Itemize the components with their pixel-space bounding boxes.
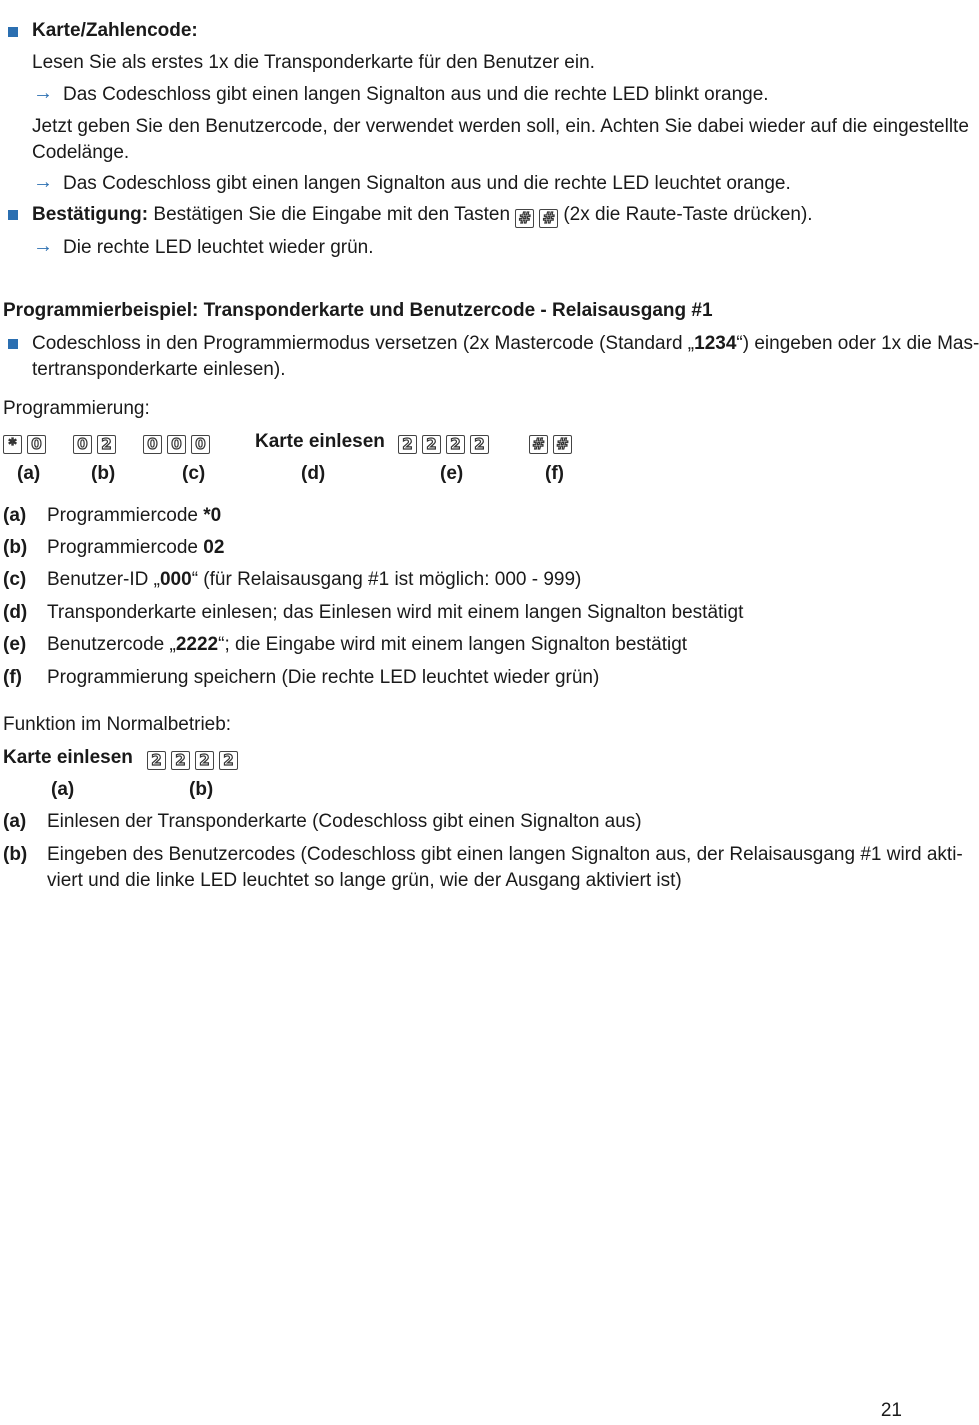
arrow-right-icon: → (33, 235, 53, 257)
item-text: Eingeben des Benutzercodes (Codeschloss gibt einen langen Signalton aus, der Relaisausgang #1 wird akti- (47, 844, 963, 865)
item-tag: (f) (3, 667, 22, 688)
instruction-line: Jetzt geben Sie den Benutzercode, der verwendet werden soll, ein. Achten Sie dabei wieder auf die eingestellte (32, 116, 969, 137)
example-heading: Programmierbeispiel: Transponderkarte und Benutzercode - Relaisausgang #1 (3, 300, 713, 321)
two-key-icon: 2 (446, 435, 465, 454)
item-text: Benutzer-ID „000“ (für Relaisausgang #1 ist möglich: 000 - 999) (47, 569, 582, 590)
item-text: Programmiercode *0 (47, 505, 222, 526)
normal-heading: Funktion im Normalbetrieb: (3, 714, 232, 735)
arrow-right-icon: → (33, 171, 53, 193)
key-sequence (529, 428, 577, 454)
confirm-label: Bestätigung: (32, 204, 149, 225)
step-label: (f) (545, 463, 564, 484)
item-text: Programmierung speichern (Die rechte LED leuchtet wieder grün) (47, 667, 600, 688)
instruction-line: Lesen Sie als erstes 1x die Transponderkarte für den Benutzer ein. (32, 52, 595, 73)
result-line: Das Codeschloss gibt einen langen Signalton aus und die rechte LED blinkt orange. (63, 84, 769, 105)
item-tag: (d) (3, 602, 28, 623)
item-tag: (e) (3, 634, 27, 655)
result-line: Die rechte LED leuchtet wieder grün. (63, 237, 374, 258)
zero-key-icon: 0 (143, 435, 162, 454)
bullet-square-icon (8, 339, 18, 349)
step-label: (a) (17, 463, 41, 484)
step-label: (b) (189, 779, 214, 800)
item-text: Benutzercode „2222“; die Eingabe wird mit einem langen Signalton bestätigt (47, 634, 688, 655)
confirm-text: Bestätigen Sie die Eingabe mit den Tasten (153, 204, 511, 225)
hash-key-icon: # (515, 209, 534, 228)
instruction-line: Codelänge. (32, 142, 130, 163)
card-read-label: Karte einlesen (255, 431, 385, 452)
zero-key-icon: 0 (167, 435, 186, 454)
hash-key-icon: # (529, 435, 548, 454)
section-heading: Karte/Zahlencode: (32, 20, 198, 41)
key-sequence (3, 428, 215, 454)
step-label: (a) (51, 779, 75, 800)
bullet-square-icon (8, 27, 18, 37)
two-key-icon: 2 (97, 435, 116, 454)
item-tag: (b) (3, 844, 28, 865)
bullet-square-icon (8, 210, 18, 220)
two-key-icon: 2 (219, 751, 238, 770)
item-text: viert und die linke LED leuchtet so lange grün, wie der Ausgang aktiviert ist) (47, 870, 682, 891)
step-label: (b) (91, 463, 116, 484)
step-label: (c) (182, 463, 206, 484)
two-key-icon: 2 (171, 751, 190, 770)
item-text: Programmiercode 02 (47, 537, 225, 558)
card-read-label: Karte einlesen (3, 747, 133, 768)
star-key-icon: * (3, 435, 22, 454)
item-text: Einlesen der Transponderkarte (Codeschloss gibt einen Signalton aus) (47, 811, 642, 832)
result-line: Das Codeschloss gibt einen langen Signalton aus und die rechte LED leuchtet orange. (63, 173, 791, 194)
item-tag: (a) (3, 811, 27, 832)
hash-key-icon: # (539, 209, 558, 228)
two-key-icon: 2 (422, 435, 441, 454)
item-text: Transponderkarte einlesen; das Einlesen wird mit einem langen Signalton bestätigt (47, 602, 744, 623)
step-label: (e) (440, 463, 464, 484)
key-sequence (398, 428, 494, 454)
two-key-icon: 2 (147, 751, 166, 770)
programming-label: Programmierung: (3, 398, 150, 419)
hash-key-icon: # (553, 435, 572, 454)
page-number: 21 (880, 1400, 902, 1421)
key-sequence (147, 744, 243, 770)
confirm-tail: (2x die Raute-Taste drücken). (563, 204, 813, 225)
confirm-line (32, 202, 813, 228)
arrow-right-icon: → (33, 82, 53, 104)
item-tag: (a) (3, 505, 27, 526)
two-key-icon: 2 (195, 751, 214, 770)
item-tag: (c) (3, 569, 27, 590)
zero-key-icon: 0 (73, 435, 92, 454)
two-key-icon: 2 (398, 435, 417, 454)
item-tag: (b) (3, 537, 28, 558)
example-bullet-line: tertransponderkarte einlesen). (32, 359, 286, 380)
zero-key-icon: 0 (191, 435, 210, 454)
zero-key-icon: 0 (27, 435, 46, 454)
example-bullet-line: Codeschloss in den Programmiermodus versetzen (2x Mastercode (Standard „1234“) eingeben oder 1x die Mas- (32, 333, 979, 354)
step-label: (d) (301, 463, 326, 484)
two-key-icon: 2 (470, 435, 489, 454)
